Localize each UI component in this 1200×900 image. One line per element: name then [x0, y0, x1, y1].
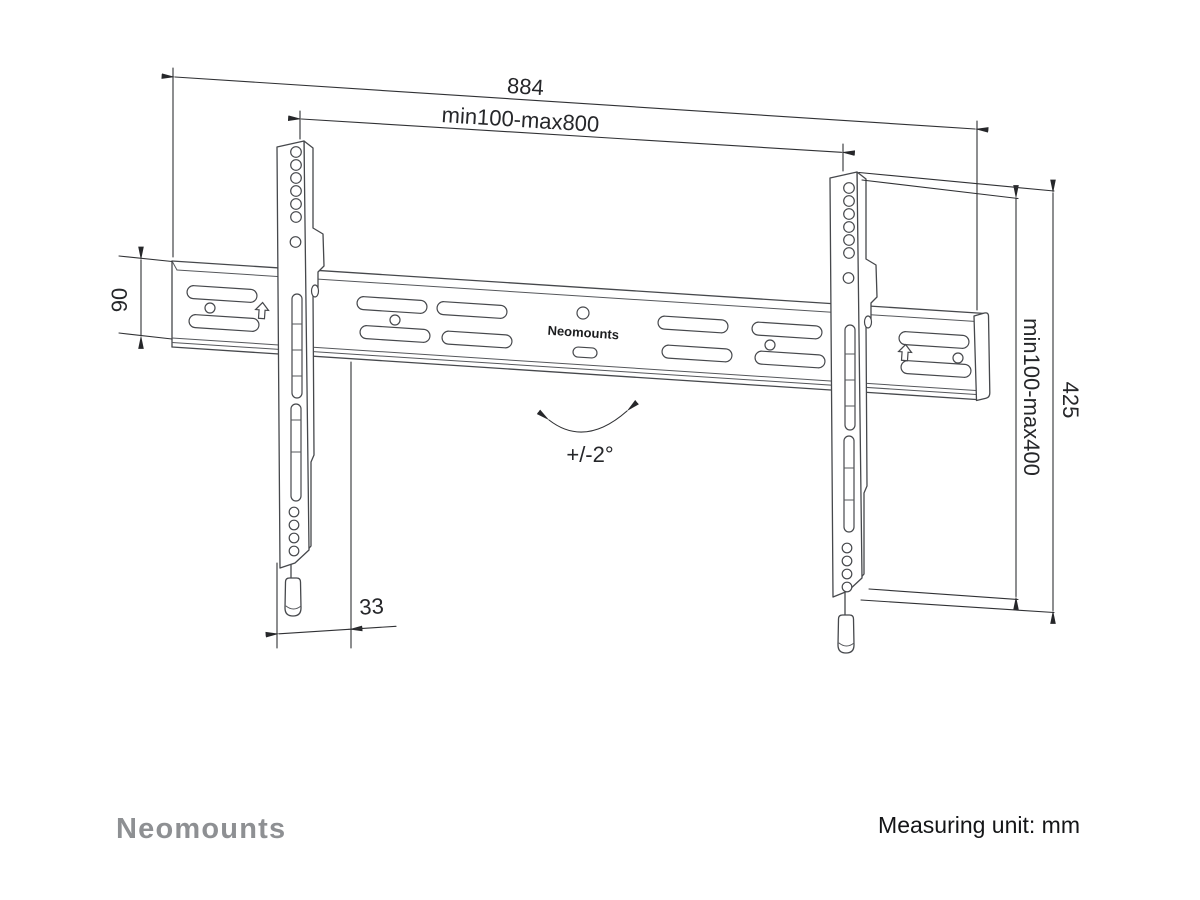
rail-brand-label: Neomounts: [547, 322, 620, 343]
rail-right-end-cap: [974, 313, 990, 401]
left-bracket-lock-screw: [312, 285, 319, 297]
dimension-vesa-width-label: min100-max800: [440, 102, 600, 137]
dimension-tilt-label: +/-2°: [566, 442, 614, 467]
dimension-depth-label: 33: [358, 593, 385, 620]
up-arrow-icon: [255, 302, 269, 319]
dimension-vesa-height-label: min100-max400: [1019, 318, 1044, 476]
dimension-total-height: [859, 173, 1083, 613]
right-bracket-lock-screw: [865, 316, 872, 328]
brand-logo: Neomounts: [116, 813, 287, 845]
dimension-total-height-label: 425: [1058, 381, 1083, 419]
right-bracket-lower-slot: [844, 436, 854, 532]
left-bracket-upper-slot: [292, 294, 302, 398]
right-tv-bracket: [830, 172, 877, 653]
right-pull-handle: [838, 615, 854, 653]
left-pull-handle: [285, 578, 301, 616]
dimension-rail-height-label: 90: [107, 287, 132, 313]
rail-oval-slot: [573, 347, 598, 359]
dimension-tilt: [549, 411, 627, 467]
right-bracket-upper-slot: [845, 325, 855, 430]
dimension-total-width-label: 884: [506, 72, 545, 101]
dimension-vesa-height: [862, 180, 1044, 600]
dimension-rail-height: [107, 256, 172, 339]
rail-left-wedge: [172, 261, 177, 270]
up-arrow-icon: [898, 344, 912, 361]
dimension-vesa-width: [300, 102, 843, 171]
measuring-unit-note: Measuring unit: mm: [878, 812, 1080, 838]
left-tv-bracket: [277, 141, 324, 616]
